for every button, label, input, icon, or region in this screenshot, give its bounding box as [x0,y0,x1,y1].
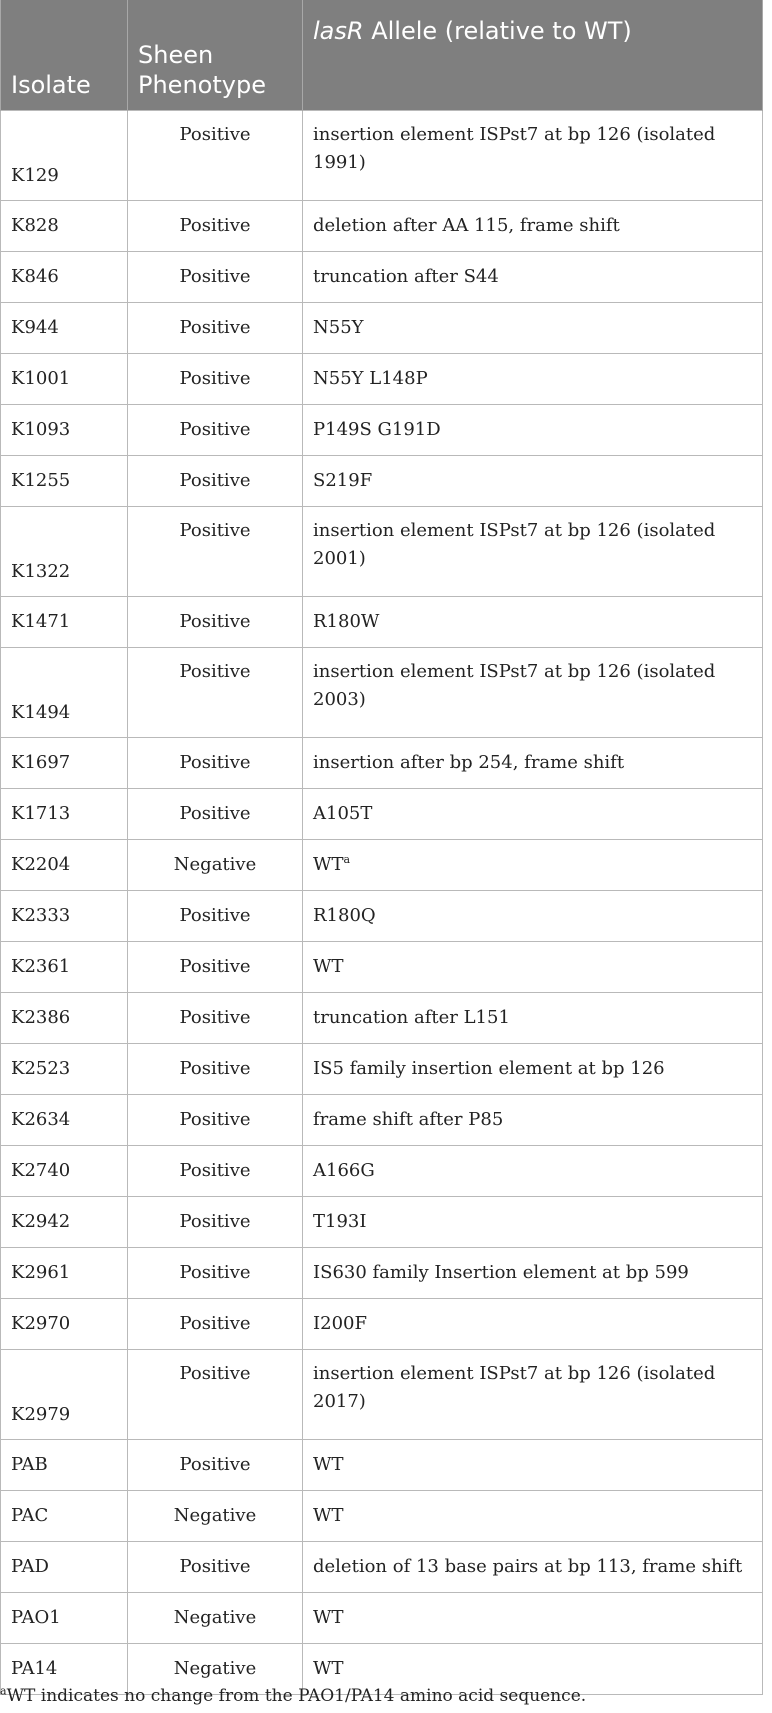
cell-isolate: K944 [1,303,128,354]
cell-lasr-allele [303,1491,763,1542]
cell-lasr-allele [303,1044,763,1095]
cell-sheen-phenotype: Positive [128,1197,303,1248]
allele-text: WT [313,1607,344,1628]
cell-lasr-allele [303,507,763,597]
allele-text: R180Q [313,905,376,926]
table-row [1,303,763,354]
allele-text: IS5 family insertion element at bp 126 [313,1058,665,1079]
cell-sheen-phenotype: Negative [128,1593,303,1644]
cell-sheen-phenotype: Positive [128,111,303,201]
cell-isolate: PAC [1,1491,128,1542]
allele-text: P149S G191D [313,419,441,440]
cell-lasr-allele [303,1542,763,1593]
cell-sheen-phenotype: Negative [128,1491,303,1542]
cell-sheen-phenotype: Positive [128,1248,303,1299]
cell-lasr-allele [303,354,763,405]
cell-lasr-allele [303,111,763,201]
cell-sheen-phenotype: Positive [128,648,303,738]
table-row [1,1197,763,1248]
cell-sheen-phenotype: Positive [128,1044,303,1095]
allele-text: A166G [313,1160,375,1181]
cell-isolate: K2740 [1,1146,128,1197]
cell-isolate: K2979 [1,1350,128,1440]
allele-text: WT [313,1454,344,1475]
header-sheen-line1: Sheen [138,41,214,69]
cell-sheen-phenotype: Positive [128,789,303,840]
table-row [1,789,763,840]
cell-sheen-phenotype: Positive [128,597,303,648]
allele-text: insertion element ISPst7 at bp 126 (isolated 1991) [313,124,716,173]
header-sheen-phenotype [128,0,303,111]
table-footnote [0,1686,586,1706]
cell-lasr-allele [303,891,763,942]
allele-text: deletion after AA 115, frame shift [313,215,620,236]
cell-isolate: K2961 [1,1248,128,1299]
cell-isolate: PAO1 [1,1593,128,1644]
header-gene-name: lasR [313,17,364,45]
allele-text: insertion element ISPst7 at bp 126 (isolated 2003) [313,661,716,710]
cell-isolate: K129 [1,111,128,201]
table-header [1,0,763,111]
table-row [1,1440,763,1491]
cell-lasr-allele [303,738,763,789]
cell-lasr-allele [303,252,763,303]
table-row [1,111,763,201]
cell-isolate: PAD [1,1542,128,1593]
allele-text: truncation after S44 [313,266,499,287]
cell-lasr-allele [303,1095,763,1146]
cell-lasr-allele [303,993,763,1044]
cell-sheen-phenotype: Positive [128,1095,303,1146]
cell-sheen-phenotype: Positive [128,507,303,597]
cell-isolate: K2361 [1,942,128,993]
cell-sheen-phenotype: Positive [128,1299,303,1350]
cell-sheen-phenotype: Negative [128,1644,303,1695]
cell-lasr-allele [303,648,763,738]
table-row [1,1095,763,1146]
allele-text: WT [313,1505,344,1526]
footnote-marker: a [0,1684,7,1698]
allele-text: N55Y [313,317,364,338]
cell-isolate: K1322 [1,507,128,597]
cell-sheen-phenotype: Negative [128,840,303,891]
table-row [1,1593,763,1644]
allele-text: S219F [313,470,373,491]
allele-text: insertion element ISPst7 at bp 126 (isolated 2017) [313,1363,716,1412]
cell-lasr-allele [303,840,763,891]
cell-sheen-phenotype: Positive [128,303,303,354]
cell-sheen-phenotype: Positive [128,405,303,456]
cell-sheen-phenotype: Positive [128,993,303,1044]
cell-isolate: K1255 [1,456,128,507]
allele-text: T193I [313,1211,367,1232]
cell-lasr-allele [303,1299,763,1350]
header-lasr-allele [303,0,763,111]
allele-text: WT [313,956,344,977]
header-sheen-line2: Phenotype [138,71,266,99]
cell-sheen-phenotype: Positive [128,1146,303,1197]
cell-lasr-allele [303,1350,763,1440]
cell-lasr-allele [303,1248,763,1299]
cell-lasr-allele [303,201,763,252]
cell-isolate: K846 [1,252,128,303]
table-row [1,942,763,993]
allele-text: insertion after bp 254, frame shift [313,752,625,773]
cell-isolate: K2942 [1,1197,128,1248]
table-row [1,252,763,303]
cell-lasr-allele [303,1593,763,1644]
cell-isolate: K1494 [1,648,128,738]
allele-text: N55Y L148P [313,368,428,389]
footnote-text: WT indicates no change from the PAO1/PA14 amino acid sequence. [6,1686,587,1706]
cell-isolate: K2386 [1,993,128,1044]
cell-isolate: K2523 [1,1044,128,1095]
cell-lasr-allele [303,597,763,648]
table-row [1,891,763,942]
cell-sheen-phenotype: Positive [128,891,303,942]
header-row [1,0,763,111]
table-row [1,1299,763,1350]
cell-isolate: K1713 [1,789,128,840]
table-row [1,1044,763,1095]
table-row [1,597,763,648]
table-row [1,648,763,738]
cell-isolate: K2634 [1,1095,128,1146]
allele-text: A105T [313,803,373,824]
cell-lasr-allele [303,1146,763,1197]
cell-sheen-phenotype: Positive [128,354,303,405]
cell-sheen-phenotype: Positive [128,201,303,252]
table-row [1,1248,763,1299]
cell-isolate: K2333 [1,891,128,942]
cell-lasr-allele [303,1440,763,1491]
table-row [1,201,763,252]
allele-text: WT [313,1658,344,1679]
cell-isolate: K1001 [1,354,128,405]
table-row [1,354,763,405]
cell-sheen-phenotype: Positive [128,252,303,303]
table-row [1,1491,763,1542]
cell-sheen-phenotype: Positive [128,1542,303,1593]
cell-lasr-allele [303,789,763,840]
allele-text: insertion element ISPst7 at bp 126 (isolated 2001) [313,520,716,569]
footnote-reference: a [343,853,351,866]
table-row [1,738,763,789]
header-isolate: Isolate [1,0,128,111]
cell-lasr-allele [303,942,763,993]
header-allele-rest: Allele (relative to WT) [363,17,632,45]
cell-isolate: K828 [1,201,128,252]
cell-isolate: PA14 [1,1644,128,1695]
cell-lasr-allele [303,405,763,456]
cell-isolate: K1093 [1,405,128,456]
table-row [1,1542,763,1593]
table-row [1,840,763,891]
cell-sheen-phenotype: Positive [128,738,303,789]
table-row [1,993,763,1044]
cell-isolate: K1471 [1,597,128,648]
allele-text: truncation after L151 [313,1007,510,1028]
cell-sheen-phenotype: Positive [128,942,303,993]
cell-lasr-allele [303,1197,763,1248]
table-row [1,456,763,507]
cell-isolate: PAB [1,1440,128,1491]
table-row [1,405,763,456]
cell-isolate: K2204 [1,840,128,891]
cell-lasr-allele [303,303,763,354]
allele-text: deletion of 13 base pairs at bp 113, frame shift [313,1556,743,1577]
cell-sheen-phenotype: Positive [128,1350,303,1440]
table-row [1,1146,763,1197]
cell-sheen-phenotype: Positive [128,456,303,507]
allele-text: IS630 family Insertion element at bp 599 [313,1262,689,1283]
table-row [1,507,763,597]
cell-sheen-phenotype: Positive [128,1440,303,1491]
allele-text: R180W [313,611,380,632]
table-row [1,1350,763,1440]
allele-text: WT [313,854,344,875]
cell-isolate: K1697 [1,738,128,789]
allele-text: frame shift after P85 [313,1109,504,1130]
cell-isolate: K2970 [1,1299,128,1350]
allele-text: I200F [313,1313,367,1334]
cell-lasr-allele [303,456,763,507]
